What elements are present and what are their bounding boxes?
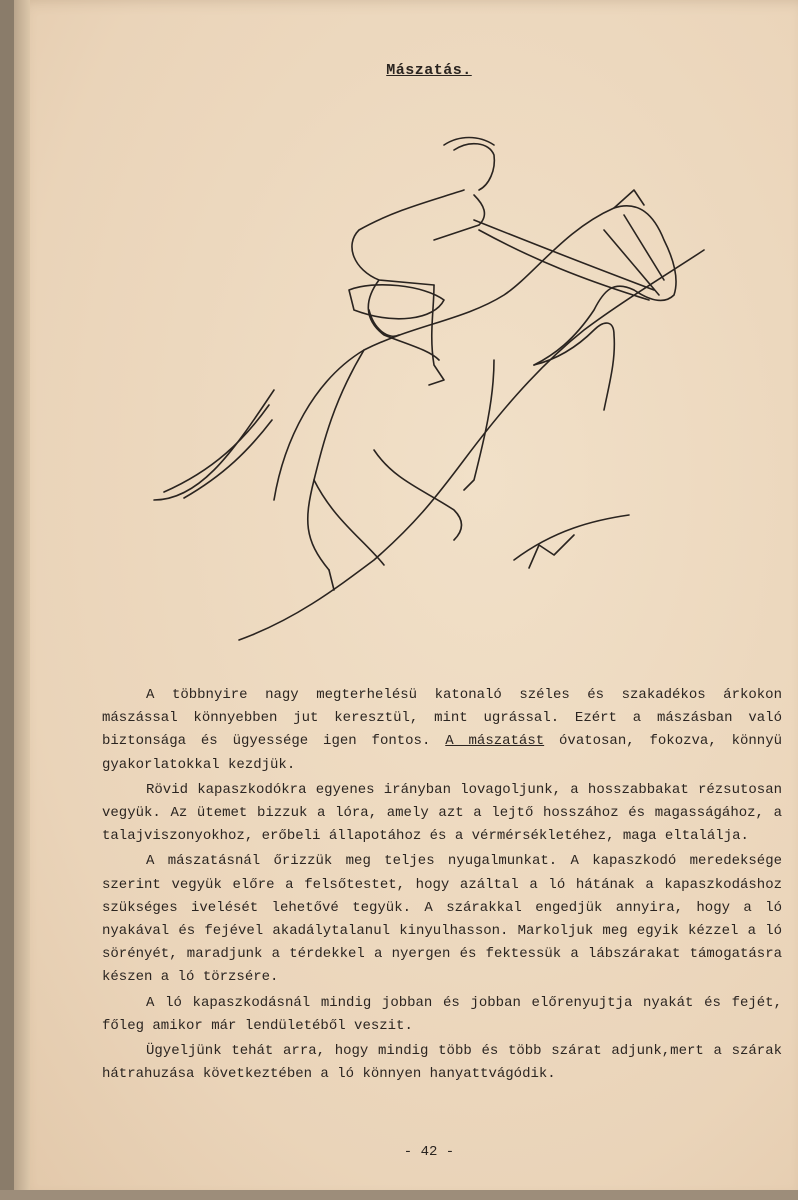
scan-bottom-edge <box>0 1190 798 1200</box>
book-page <box>14 0 798 1200</box>
page-number: - 42 - <box>403 1144 455 1160</box>
page-title: Mászatás. <box>386 62 472 79</box>
paragraph: Ügyeljünk tehát arra, hogy mindig több és több szárat adjunk,mert a szárak hátrahuzása következtében a ló könnyen hanyattvágódik. <box>102 1043 782 1083</box>
horse-rider-illustration <box>134 120 714 650</box>
paragraph: A ló kapaszkodásnál mindig jobban és jobban előrenyujtja nyakát és fejét, főleg amikor már lendületéből veszit. <box>102 994 782 1034</box>
paragraph: Rövid kapaszkodókra egyenes irányban lovagoljunk, a hosszabbakat rézsutosan vegyük. Az ütemet bizzuk a lóra, amely azt a lejtő hosszához és magasságához, a talajviszonyokhoz, erőbeli állapotához és a vérmérsékletéhez, maga eltalálja. <box>102 781 782 845</box>
paragraph: A mászatásnál őrizzük meg teljes nyugalmunkat. A kapaszkodó meredeksége szerint vegyük előre a felsőtestet, hogy azáltal a ló hátának a kapaszkodáshoz szükséges ivelését lehetővé tegyük. A szárakkal engedjük annyira, hogy a ló nyakával és fejével akadálytalanul kinyulhasson. Markoljuk meg egyik kézzel a ló sörényét, maradjunk a térdekkel a nyergen és fektessük a lábszárakat támogatásra készen a ló törzsére. <box>102 853 782 986</box>
page-edge <box>14 0 30 1200</box>
paragraph: A többnyire nagy megterhelésü katonaló széles és szakadékos árkokon mászással könnyebben jut keresztül, mint ugrással. Ezért a mászásban való biztonsága és ügyessége igen fontos. A mászatást óvatosan, fokozva, könnyü gyakorlatokkal kezdjük. <box>102 687 783 773</box>
underlined-phrase: A mászatást <box>445 733 545 750</box>
body-text <box>102 684 782 1088</box>
